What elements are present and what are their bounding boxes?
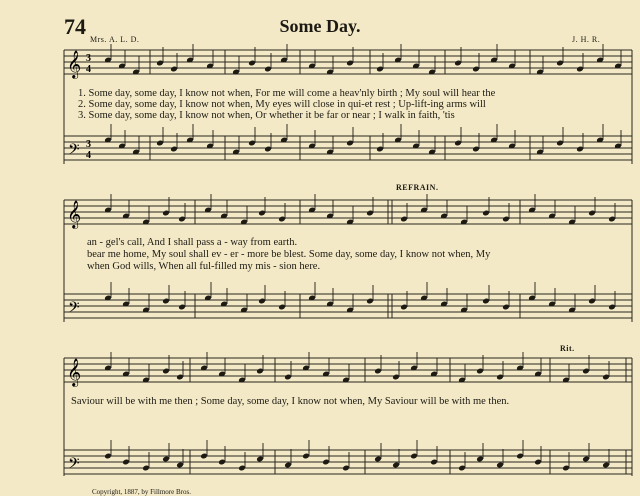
verse3-line1: 3. Some day, some day, I know not when, Or whether it be far or near ; I walk in faith, 'tis <box>78 110 455 121</box>
refrain-label: REFRAIN. <box>396 183 439 192</box>
time-signature: 3 <box>86 53 91 64</box>
verse3-line2: when God wills, When all ful-filled my mis - sion here. <box>87 261 321 272</box>
verse1-line2: an - gel's call, And I shall pass a - way from earth. <box>87 237 298 248</box>
svg-text:𝄢: 𝄢 <box>68 299 80 320</box>
ritardando-marking: Rit. <box>560 344 575 353</box>
bass-clef-icon: 𝄢 <box>68 141 80 162</box>
svg-text:𝄢: 𝄢 <box>68 455 80 476</box>
svg-text:4: 4 <box>86 64 91 75</box>
page-title: Some Day. <box>279 16 361 36</box>
composer-credit: J. H. R. <box>572 35 601 44</box>
treble-clef-icon: 𝄞 <box>67 50 82 78</box>
verse2-line2: bear me home, My soul shall ev - er - more be blest. Some day, some day, I know not when, My <box>87 249 491 260</box>
copyright-notice: Copyright, 1887, by Fillmore Bros. <box>92 488 191 496</box>
svg-text:4: 4 <box>86 150 91 161</box>
lyricist-credit: Mrs. A. L. D. <box>90 35 140 44</box>
verse1-line1: 1. Some day, some day, I know not when, For me will come a heav'nly birth ; My soul will hear the <box>78 88 496 99</box>
refrain-lyric: Saviour will be with me then ; Some day, some day, I know not when, My Saviour will be with me then. <box>71 396 510 407</box>
system3-barlines <box>190 358 626 474</box>
svg-text:3: 3 <box>86 139 91 150</box>
page-number: 74 <box>64 14 86 39</box>
verse2-line1: 2. Some day, some day, I know not when, My eyes will close in qui-et rest ; Up-lift-ing arms will <box>78 99 486 110</box>
svg-text:𝄞: 𝄞 <box>67 358 82 386</box>
system1-bass-staff <box>64 136 632 160</box>
svg-text:𝄞: 𝄞 <box>67 200 82 228</box>
